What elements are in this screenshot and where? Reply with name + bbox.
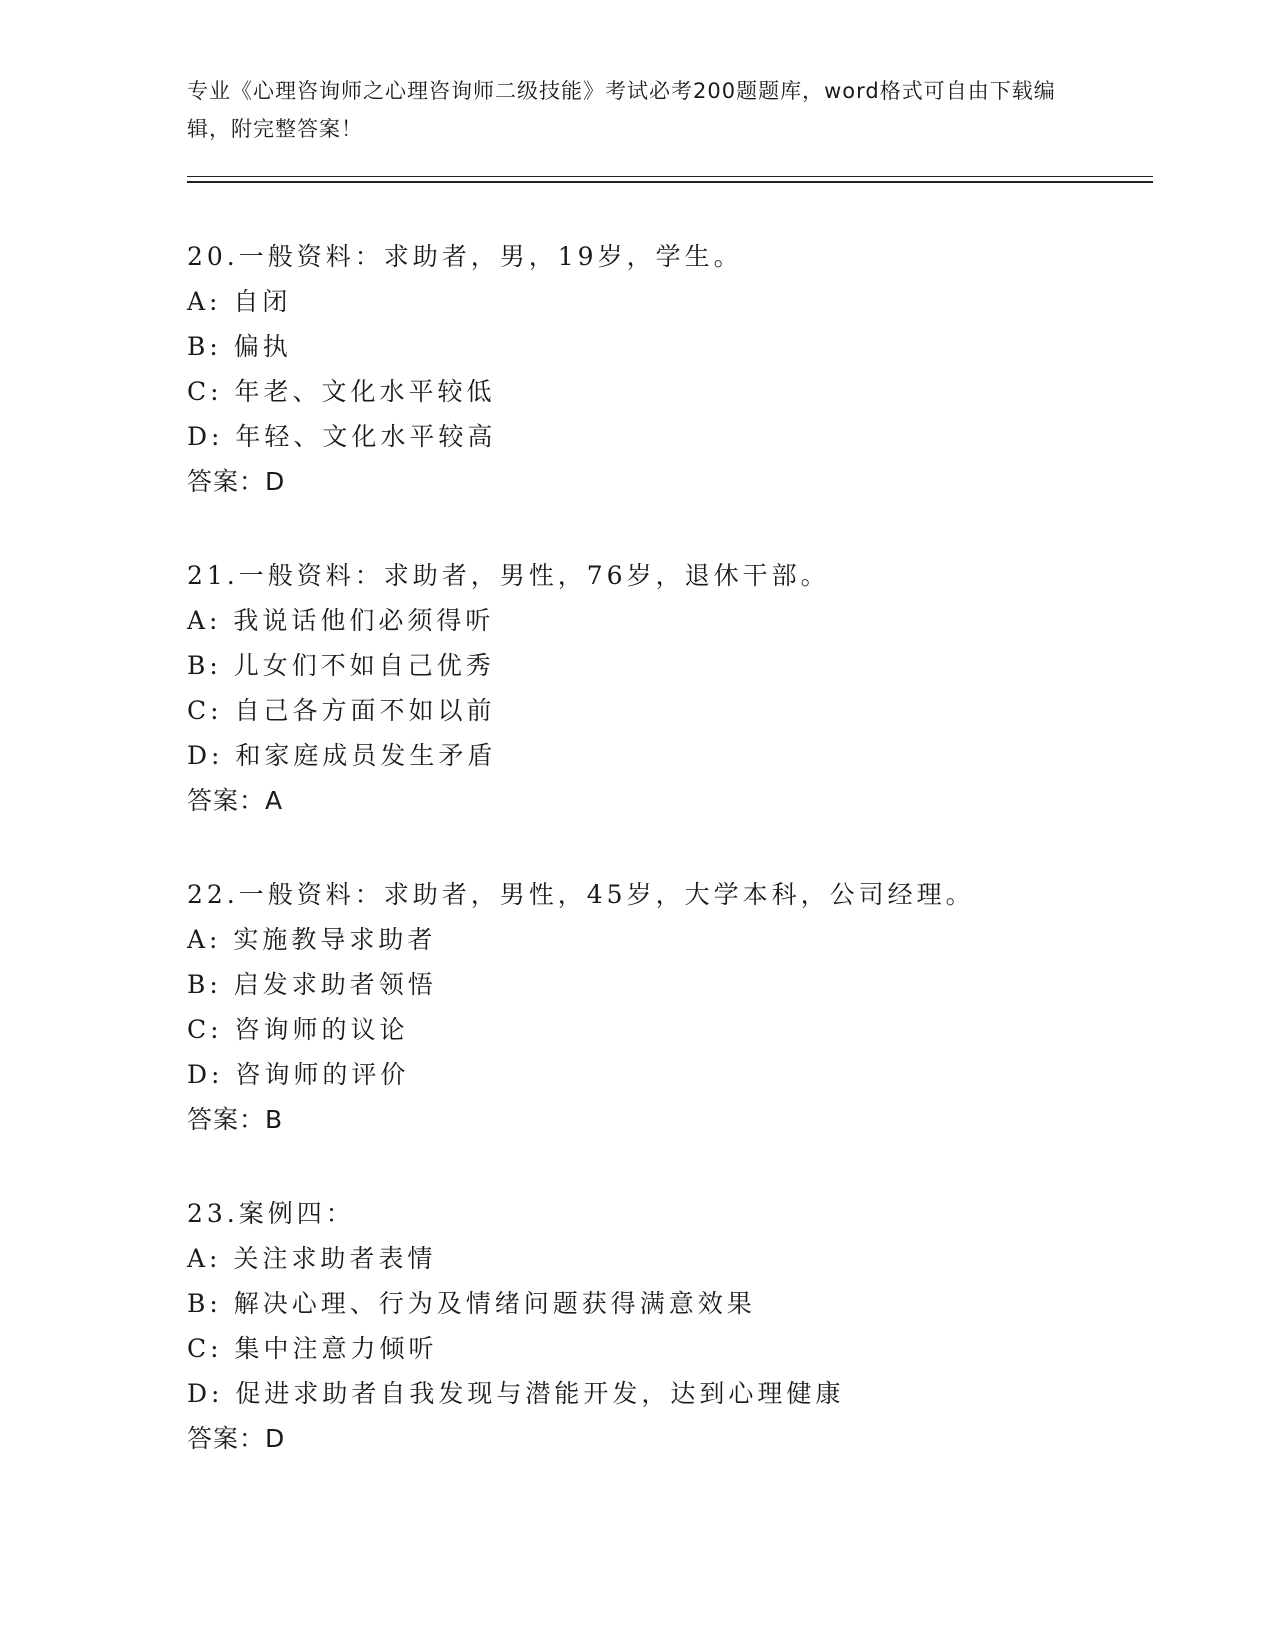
question-23 bbox=[187, 1191, 1153, 1461]
answer-text: 答案：B bbox=[187, 1105, 284, 1134]
question-21 bbox=[187, 553, 1153, 823]
question-22 bbox=[187, 872, 1153, 1142]
option-b: B: 解决心理、行为及情绪问题获得满意效果 bbox=[187, 1289, 756, 1318]
question-stem: 22.一般资料：求助者，男性，45岁，大学本科，公司经理。 bbox=[187, 880, 975, 909]
answer-text: 答案：D bbox=[187, 1424, 286, 1453]
header-title: 专业《心理咨询师之心理咨询师二级技能》考试必考200题题库，word格式可自由下载编辑，附完整答案！ bbox=[187, 79, 1056, 141]
option-c: C: 自己各方面不如以前 bbox=[187, 696, 496, 725]
option-a: A: 自闭 bbox=[187, 287, 292, 316]
answer-text: 答案：A bbox=[187, 786, 284, 815]
option-c: C: 集中注意力倾听 bbox=[187, 1334, 438, 1363]
header-divider-thick bbox=[187, 181, 1153, 183]
document-header bbox=[187, 72, 1067, 148]
question-stem: 21.一般资料：求助者，男性，76岁，退休干部。 bbox=[187, 561, 830, 590]
header-divider-thin bbox=[187, 176, 1153, 177]
option-b: B: 启发求助者领悟 bbox=[187, 970, 437, 999]
option-d: D: 促进求助者自我发现与潜能开发，达到心理健康 bbox=[187, 1379, 845, 1408]
question-stem: 23.案例四： bbox=[187, 1199, 355, 1228]
option-a: A: 实施教导求助者 bbox=[187, 925, 437, 954]
option-d: D: 年轻、文化水平较高 bbox=[187, 422, 497, 451]
option-d: D: 咨询师的评价 bbox=[187, 1060, 410, 1089]
option-a: A: 我说话他们必须得听 bbox=[187, 606, 495, 635]
question-20 bbox=[187, 234, 1153, 504]
answer-text: 答案：D bbox=[187, 467, 286, 496]
option-c: C: 年老、文化水平较低 bbox=[187, 377, 496, 406]
option-a: A: 关注求助者表情 bbox=[187, 1244, 437, 1273]
option-d: D: 和家庭成员发生矛盾 bbox=[187, 741, 497, 770]
option-b: B: 偏执 bbox=[187, 332, 292, 361]
option-b: B: 儿女们不如自己优秀 bbox=[187, 651, 495, 680]
question-stem: 20.一般资料：求助者，男，19岁，学生。 bbox=[187, 242, 743, 271]
option-c: C: 咨询师的议论 bbox=[187, 1015, 409, 1044]
